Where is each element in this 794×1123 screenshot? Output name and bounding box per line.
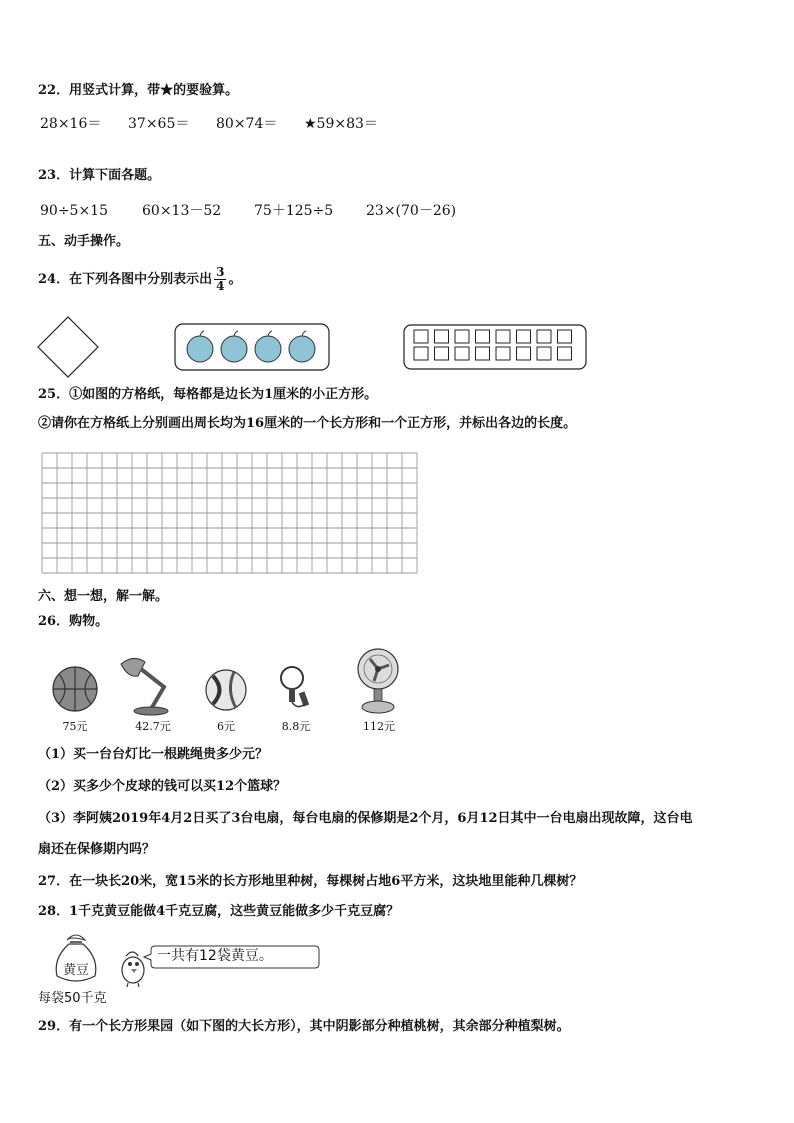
small-square: [455, 330, 469, 343]
q23-title: 23．计算下面各题。: [38, 168, 161, 183]
small-square: [476, 330, 490, 343]
small-square: [455, 347, 469, 360]
section-5-heading: 五、动手操作。: [38, 234, 130, 249]
q22-item-2: 37×65＝: [128, 116, 190, 132]
fraction-numerator: 3: [216, 265, 225, 279]
small-square: [476, 347, 490, 360]
small-square: [517, 330, 531, 343]
small-square: [496, 347, 510, 360]
small-square: [517, 347, 531, 360]
q26-title: 26．购物。: [38, 614, 109, 629]
small-square: [435, 347, 449, 360]
small-square: [414, 330, 428, 343]
bag-label: 黄豆: [63, 963, 90, 978]
small-square: [558, 347, 572, 360]
jump-rope-icon: [275, 664, 317, 714]
q26-sub-3b: 扇还在保修期内吗？: [38, 842, 156, 857]
fraction-denominator: 4: [216, 279, 225, 293]
q22-item-4: ★59×83＝: [304, 116, 378, 132]
price-lamp: 42.7元: [135, 720, 171, 733]
section-6-heading: 六、想一想，解一解。: [38, 589, 169, 604]
grid-paper: [41, 452, 419, 574]
apple-box: [174, 323, 330, 371]
q24-title-prefix: 24．在下列各图中分别表示出: [38, 272, 213, 287]
q28-title: 28．1千克黄豆能做4千克豆腐，这些黄豆能做多少千克豆腐？: [38, 904, 400, 919]
squares-box: [403, 324, 587, 370]
diamond-shape: [37, 316, 99, 378]
fan-icon: [352, 647, 406, 715]
small-square: [435, 330, 449, 343]
price-rope: 8.8元: [281, 720, 311, 733]
price-fan: 112元: [363, 720, 395, 733]
small-square: [537, 330, 551, 343]
q24-title-suffix: 。: [228, 272, 242, 287]
speech-text: 一共有12袋黄豆。: [157, 948, 273, 964]
q22-title: 22．用竖式计算，带★的要验算。: [38, 83, 239, 98]
q22-item-1: 28×16＝: [40, 116, 102, 132]
small-square: [537, 347, 551, 360]
q22-item-3: 80×74＝: [216, 116, 278, 132]
q26-sub-3a: （3）李阿姨2019年4月2日买了3台电扇，每台电扇的保修期是2个月，6月12日其中一台电扇出现故障，这台电: [38, 811, 693, 826]
ball-icon: [204, 668, 248, 712]
q29-title: 29．有一个长方形果园（如下图的大长方形），其中阴影部分种植桃树，其余部分种植梨树。: [38, 1019, 570, 1034]
price-ball: 6元: [217, 720, 235, 733]
q23-item-1: 90÷5×15: [40, 203, 108, 219]
q26-sub-1: （1）买一台台灯比一根跳绳贵多少元？: [38, 747, 269, 762]
q27-title: 27．在一块长20米，宽15米的长方形地里种树，每棵树占地6平方米，这块地里能种几棵树？: [38, 874, 583, 889]
q23-item-3: 75＋125÷5: [254, 203, 334, 219]
q25-line-2: ②请你在方格纸上分别画出周长均为16厘米的一个长方形和一个正方形，并标出各边的长度。: [38, 416, 577, 431]
q23-item-2: 60×13－52: [142, 203, 222, 219]
desk-lamp-icon: [118, 654, 174, 716]
price-basketball: 75元: [62, 720, 88, 733]
q24-title: [38, 264, 241, 296]
q26-sub-2: （2）买多少个皮球的钱可以买12个篮球？: [38, 779, 287, 794]
q23-item-4: 23×(70－26): [366, 203, 457, 219]
small-square: [414, 347, 428, 360]
fraction: [214, 266, 226, 293]
basketball-icon: [51, 665, 99, 713]
bag-caption: 每袋50千克: [38, 991, 107, 1006]
q25-line-1: 25．①如图的方格纸，每格都是边长为1厘米的小正方形。: [38, 387, 378, 402]
small-square: [558, 330, 572, 343]
small-square: [496, 330, 510, 343]
